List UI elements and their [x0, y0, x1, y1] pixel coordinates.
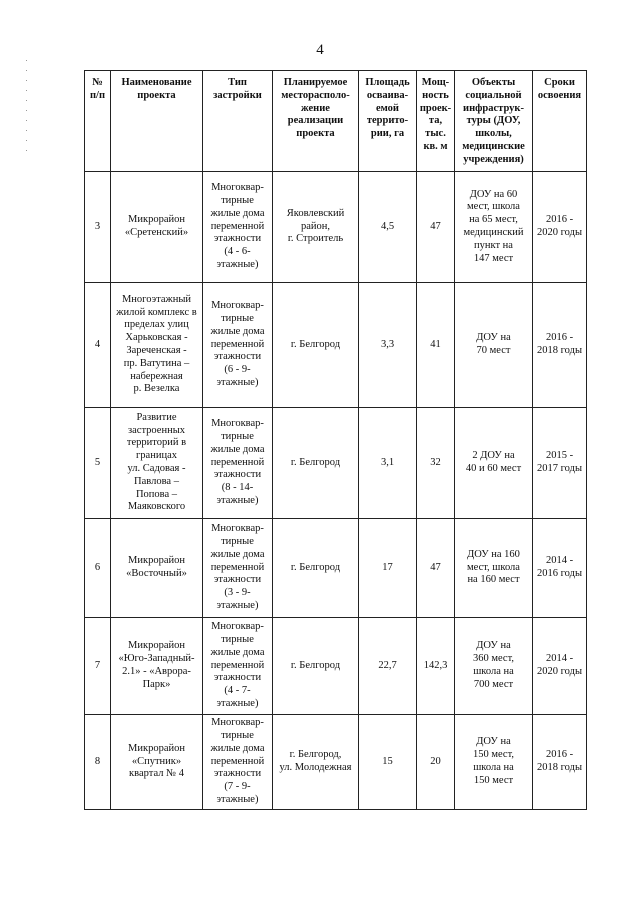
capacity: 41 — [417, 283, 455, 408]
text-line: пределах улиц — [124, 319, 189, 331]
text-line: (7 - 9- — [224, 781, 251, 793]
text-line: г. Белгород — [290, 338, 341, 350]
text-line: рии, га — [370, 128, 405, 140]
text-line: этажные) — [216, 494, 259, 506]
area: 17 — [359, 519, 417, 618]
capacity: 47 — [417, 519, 455, 618]
text-line: этажные) — [216, 599, 259, 611]
text-line: школа на — [473, 666, 514, 677]
text-line: жилые дома — [210, 646, 265, 658]
scan-margin-dots — [26, 60, 28, 160]
text-line: этажности — [213, 233, 262, 245]
text-line: 2017 годы — [536, 463, 582, 474]
text-line: проекта — [137, 89, 176, 101]
text-line: 150 мест, — [472, 749, 515, 761]
text-line: на 65 мест, — [469, 214, 518, 226]
text-line: 70 мест — [476, 345, 511, 356]
text-line: инфраструк- — [463, 102, 524, 114]
row-number: 8 — [85, 715, 111, 810]
text-line: Сроки — [544, 77, 575, 88]
text-line: Многоквар- — [211, 182, 264, 194]
area: 4,5 — [359, 172, 417, 283]
text-line: Многоэтажный — [121, 293, 192, 305]
header-cell — [533, 71, 587, 172]
text-line: Наименование — [121, 77, 192, 88]
text-line: Планируемое — [283, 77, 348, 88]
text-line: «Спутник» — [131, 755, 182, 767]
social-objects — [455, 519, 533, 618]
text-line: (8 - 14- — [221, 482, 254, 494]
text-line: Харьковская - — [125, 332, 188, 344]
text-line: Объекты — [471, 77, 516, 88]
text-line: 2.1» - «Аврора- — [122, 666, 191, 677]
text-line: 40 и 60 мест — [465, 463, 522, 474]
text-line: проек- — [419, 102, 452, 114]
text-line: п/п — [89, 89, 106, 101]
text-line: этажности — [213, 574, 262, 586]
text-line: 2016 - — [545, 749, 574, 761]
project-name — [111, 618, 203, 715]
text-line: Зареченская - — [126, 345, 187, 356]
text-line: жилые дома — [210, 325, 265, 337]
text-line: территорий в — [126, 437, 187, 449]
project-name — [111, 283, 203, 408]
text-line: учреждения) — [463, 153, 524, 165]
text-line: проекта — [296, 128, 335, 140]
text-line: тирные — [221, 634, 254, 645]
header-cell — [417, 71, 455, 172]
text-line: переменной — [210, 338, 265, 350]
text-line: месторасполо- — [281, 89, 350, 101]
text-line: переменной — [210, 755, 265, 767]
text-line: пункт на — [474, 239, 513, 251]
text-line: мест, школа — [467, 561, 520, 573]
text-line: (3 - 9- — [224, 587, 251, 599]
building-type — [203, 283, 273, 408]
text-line: реализации — [287, 115, 344, 127]
text-line: г. Белгород — [290, 561, 341, 573]
text-line: переменной — [210, 456, 265, 468]
text-line: Тип — [228, 77, 247, 88]
text-line: жилые дома — [210, 443, 265, 455]
text-line: туры (ДОУ, — [466, 115, 521, 127]
row-number: 5 — [85, 408, 111, 519]
text-line: на 160 мест — [467, 574, 520, 586]
text-line: жилой комплекс в — [116, 306, 197, 318]
text-line: набережная — [130, 370, 183, 382]
text-line: тыс. — [425, 128, 446, 140]
text-line: этажные) — [216, 697, 259, 709]
text-line: школа на — [473, 762, 514, 773]
text-line: Многоквар- — [211, 418, 264, 430]
text-line: жение — [301, 102, 330, 114]
text-line: Площадь — [365, 77, 410, 88]
row-number: 3 — [85, 172, 111, 283]
text-line: 2016 годы — [536, 568, 582, 579]
text-line: осваива- — [366, 89, 409, 101]
text-line: Парк» — [142, 678, 171, 690]
text-line: школы, — [475, 128, 512, 140]
text-line: квартал № 4 — [129, 768, 184, 780]
location — [273, 283, 359, 408]
capacity: 47 — [417, 172, 455, 283]
text-line: этажные) — [216, 793, 259, 805]
capacity: 20 — [417, 715, 455, 810]
project-name — [111, 172, 203, 283]
header-row — [85, 71, 587, 172]
location — [273, 715, 359, 810]
area: 3,1 — [359, 408, 417, 519]
text-line: Микрорайон — [128, 640, 185, 652]
page-number: 4 — [316, 42, 324, 58]
text-line: 2018 годы — [536, 345, 582, 356]
location — [273, 408, 359, 519]
text-line: р. Везелка — [133, 383, 180, 395]
text-line: террито- — [366, 115, 409, 127]
text-line: ность — [422, 89, 449, 101]
text-line: ДОУ на — [476, 332, 511, 344]
header-cell — [359, 71, 417, 172]
text-line: ДОУ на — [476, 736, 511, 748]
text-line: тирные — [221, 730, 254, 741]
text-line: 700 мест — [473, 678, 514, 690]
table-row — [85, 283, 587, 408]
text-line: Павлова – — [134, 475, 179, 487]
dates — [533, 172, 587, 283]
text-line: этажности — [213, 768, 262, 780]
text-line: мест, школа — [467, 201, 520, 213]
building-type — [203, 408, 273, 519]
location — [273, 172, 359, 283]
table-row — [85, 715, 587, 810]
project-name — [111, 408, 203, 519]
text-line: переменной — [210, 561, 265, 573]
text-line: Микрорайон — [128, 555, 185, 567]
row-number: 6 — [85, 519, 111, 618]
text-line: 2016 - — [545, 332, 574, 344]
text-line: 2016 - — [545, 214, 574, 226]
capacity: 142,3 — [417, 618, 455, 715]
text-line: этажные) — [216, 258, 259, 270]
text-line: пр. Ватутина – — [123, 357, 190, 369]
text-line: ДОУ на 160 — [467, 548, 520, 560]
text-line: этажные) — [216, 376, 259, 388]
table-row — [85, 408, 587, 519]
building-type — [203, 172, 273, 283]
project-name — [111, 519, 203, 618]
text-line: жилые дома — [210, 742, 265, 754]
text-line: тирные — [221, 536, 254, 547]
text-line: г. Белгород — [290, 456, 341, 468]
dates — [533, 715, 587, 810]
text-line: та, — [428, 115, 443, 127]
text-line: этажности — [213, 351, 262, 363]
text-line: Многоквар- — [211, 621, 264, 633]
text-line: (4 - 7- — [224, 685, 251, 697]
text-line: «Сретенский» — [124, 227, 189, 238]
table-row — [85, 618, 587, 715]
header-cell — [85, 71, 111, 172]
text-line: жилые дома — [210, 548, 265, 560]
text-line: 2014 - — [545, 555, 574, 567]
text-line: тирные — [221, 195, 254, 206]
text-line: 2020 годы — [536, 666, 582, 677]
header-cell — [203, 71, 273, 172]
text-line: Микрорайон — [128, 742, 185, 754]
header-cell — [111, 71, 203, 172]
text-line: освоения — [537, 89, 582, 101]
header-cell — [273, 71, 359, 172]
social-objects — [455, 618, 533, 715]
dates — [533, 283, 587, 408]
text-line: переменной — [210, 220, 265, 232]
text-line: Яковлевский — [286, 207, 345, 219]
building-type — [203, 618, 273, 715]
building-type — [203, 519, 273, 618]
text-line: 360 мест, — [472, 653, 515, 665]
text-line: 147 мест — [473, 252, 514, 264]
text-line: район, — [300, 220, 331, 232]
text-line: 2 ДОУ на — [472, 450, 515, 462]
text-line: границах — [136, 450, 177, 462]
text-line: этажности — [213, 672, 262, 684]
text-line: г. Белгород — [290, 659, 341, 671]
social-objects — [455, 283, 533, 408]
text-line: Мощ- — [421, 77, 450, 88]
text-line: кв. м — [423, 140, 448, 152]
text-line: «Восточный» — [126, 568, 187, 579]
project-name — [111, 715, 203, 810]
social-objects — [455, 408, 533, 519]
text-line: «Юго-Западный- — [118, 653, 195, 665]
text-line: (4 - 6- — [224, 246, 251, 258]
header-cell — [455, 71, 533, 172]
text-line: (6 - 9- — [224, 364, 251, 376]
text-line: 2020 годы — [536, 227, 582, 238]
text-line: Маяковского — [127, 501, 186, 513]
text-line: ДОУ на 60 — [469, 188, 518, 200]
text-line: емой — [376, 102, 399, 114]
location — [273, 519, 359, 618]
text-line: социальной — [465, 89, 522, 101]
text-line: 2014 - — [545, 653, 574, 665]
text-line: этажности — [213, 469, 262, 481]
social-objects — [455, 172, 533, 283]
text-line: г. Белгород, — [289, 749, 342, 761]
text-line: тирные — [221, 431, 254, 442]
text-line: медицинский — [463, 227, 524, 238]
dates — [533, 519, 587, 618]
text-line: г. Строитель — [287, 233, 344, 245]
text-line: застройки — [213, 89, 262, 101]
text-line: Многоквар- — [211, 523, 264, 535]
text-line: тирные — [221, 313, 254, 324]
text-line: ДОУ на — [476, 640, 511, 652]
table-row — [85, 519, 587, 618]
text-line: застроенных — [127, 424, 186, 436]
text-line: 2015 - — [545, 450, 574, 462]
text-line: переменной — [210, 659, 265, 671]
text-line: 150 мест — [473, 774, 514, 786]
dates — [533, 618, 587, 715]
text-line: Развитие — [136, 411, 177, 423]
building-type — [203, 715, 273, 810]
text-line: ул. Садовая - — [127, 463, 186, 474]
table-row — [85, 172, 587, 283]
area: 22,7 — [359, 618, 417, 715]
row-number: 4 — [85, 283, 111, 408]
area: 15 — [359, 715, 417, 810]
dates — [533, 408, 587, 519]
text-line: Многоквар- — [211, 717, 264, 729]
text-line: 2018 годы — [536, 762, 582, 773]
text-line: Микрорайон — [128, 214, 185, 226]
projects-table — [84, 70, 587, 810]
text-line: жилые дома — [210, 207, 265, 219]
location — [273, 618, 359, 715]
area: 3,3 — [359, 283, 417, 408]
row-number: 7 — [85, 618, 111, 715]
text-line: № — [92, 77, 103, 88]
text-line: ул. Молодежная — [279, 762, 352, 773]
capacity: 32 — [417, 408, 455, 519]
text-line: Многоквар- — [211, 300, 264, 312]
text-line: Попова – — [135, 488, 178, 500]
text-line: медицинские — [462, 140, 525, 152]
social-objects — [455, 715, 533, 810]
